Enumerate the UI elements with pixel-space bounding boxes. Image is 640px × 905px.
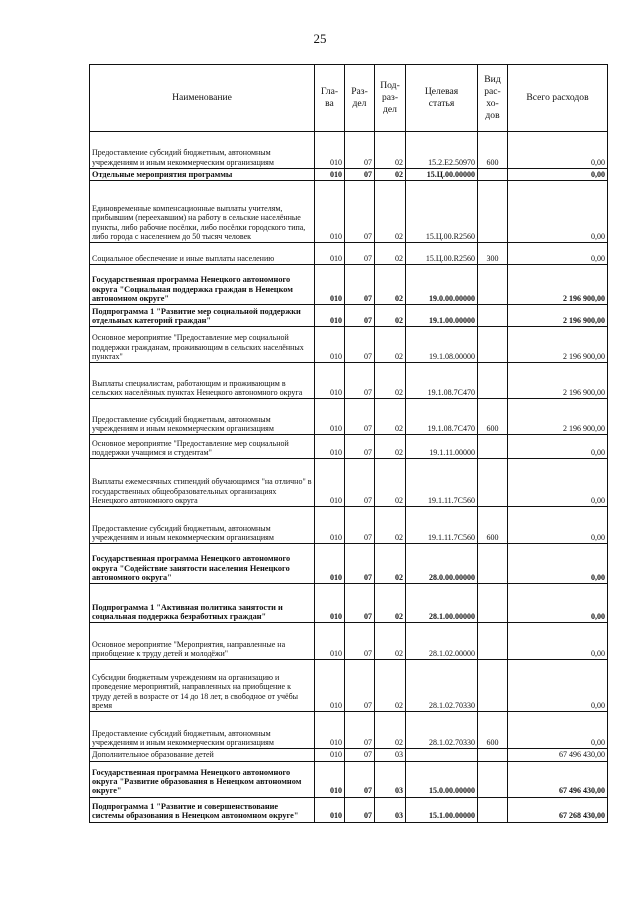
budget-table	[89, 64, 608, 823]
header-section: Раз- дел	[345, 65, 375, 132]
cell-name: Государственная программа Ненецкого автономного округа "Социальная поддержка граждан в Ненецком автономном округе"	[90, 265, 315, 305]
cell-chapter: 010	[315, 363, 345, 399]
cell-name: Подпрограмма 1 "Развитие и совершенствование системы образования в Ненецком автономном округе"	[90, 797, 315, 822]
cell-name: Отдельные мероприятия программы	[90, 169, 315, 181]
table-row	[90, 305, 608, 327]
cell-total: 0,00	[508, 623, 608, 660]
cell-expense-type: 600	[478, 132, 508, 169]
cell-subsection: 02	[375, 327, 406, 363]
cell-total: 0,00	[508, 584, 608, 623]
cell-section: 07	[345, 749, 375, 761]
cell-name: Государственная программа Ненецкого автономного округа "Содействие занятости населения Ненецкого автономного округа"	[90, 544, 315, 584]
cell-expense-type	[478, 265, 508, 305]
cell-chapter: 010	[315, 305, 345, 327]
table-row	[90, 761, 608, 797]
cell-subsection: 02	[375, 544, 406, 584]
cell-name: Субсидии бюджетным учреждениям на организацию и проведение мероприятий, направленных на приобщение к труду детей в возрасте от 14 до 18 лет, в свободное от учёбы время	[90, 660, 315, 712]
cell-total: 0,00	[508, 507, 608, 544]
cell-name: Дополнительное образование детей	[90, 749, 315, 761]
cell-name: Основное мероприятие "Мероприятия, направленные на приобщение к труду детей и молодёжи"	[90, 623, 315, 660]
cell-subsection: 03	[375, 761, 406, 797]
header-expense-type: Вид рас- хо- дов	[478, 65, 508, 132]
cell-subsection: 02	[375, 712, 406, 749]
cell-name: Государственная программа Ненецкого автономного округа "Развитие образования в Ненецком автономном округе"	[90, 761, 315, 797]
cell-chapter: 010	[315, 459, 345, 507]
cell-expense-type: 600	[478, 507, 508, 544]
page-number: 25	[313, 31, 327, 46]
cell-section: 07	[345, 181, 375, 243]
header-name: Наименование	[90, 65, 315, 132]
cell-target: 28.1.02.70330	[406, 660, 478, 712]
cell-total: 0,00	[508, 169, 608, 181]
cell-total: 0,00	[508, 132, 608, 169]
cell-target: 15.Ц.00.R2560	[406, 243, 478, 265]
table-row	[90, 712, 608, 749]
cell-expense-type	[478, 327, 508, 363]
cell-total: 0,00	[508, 243, 608, 265]
cell-chapter: 010	[315, 181, 345, 243]
cell-subsection: 02	[375, 243, 406, 265]
cell-subsection: 02	[375, 169, 406, 181]
cell-chapter: 010	[315, 623, 345, 660]
table-body	[90, 132, 608, 823]
cell-total: 0,00	[508, 712, 608, 749]
cell-name: Выплаты специалистам, работающим и проживающим в сельских населённых пунктах Ненецкого автономного округа	[90, 363, 315, 399]
cell-target: 28.1.00.00000	[406, 584, 478, 623]
table-row	[90, 459, 608, 507]
table-row	[90, 181, 608, 243]
cell-subsection: 02	[375, 435, 406, 459]
table-row	[90, 399, 608, 435]
cell-target: 15.0.00.00000	[406, 761, 478, 797]
cell-subsection: 03	[375, 749, 406, 761]
cell-target: 19.1.11.7С560	[406, 459, 478, 507]
cell-total: 0,00	[508, 544, 608, 584]
cell-expense-type	[478, 363, 508, 399]
cell-name: Подпрограмма 1 "Развитие мер социальной поддержки отдельных категорий граждан"	[90, 305, 315, 327]
cell-section: 07	[345, 584, 375, 623]
cell-target: 28.1.02.70330	[406, 712, 478, 749]
cell-section: 07	[345, 327, 375, 363]
cell-subsection: 02	[375, 459, 406, 507]
cell-subsection: 02	[375, 132, 406, 169]
table-row	[90, 265, 608, 305]
cell-section: 07	[345, 363, 375, 399]
cell-section: 07	[345, 243, 375, 265]
cell-chapter: 010	[315, 544, 345, 584]
cell-chapter: 010	[315, 243, 345, 265]
cell-expense-type	[478, 660, 508, 712]
cell-section: 07	[345, 459, 375, 507]
table-row	[90, 243, 608, 265]
cell-name: Предоставление субсидий бюджетным, автономным учреждениям и иным некоммерческим организациям	[90, 399, 315, 435]
cell-expense-type: 600	[478, 712, 508, 749]
cell-expense-type: 300	[478, 243, 508, 265]
cell-section: 07	[345, 169, 375, 181]
cell-name: Предоставление субсидий бюджетным, автономным учреждениям и иным некоммерческим организациям	[90, 507, 315, 544]
cell-chapter: 010	[315, 399, 345, 435]
cell-target: 15.Ц.00.00000	[406, 169, 478, 181]
cell-chapter: 010	[315, 749, 345, 761]
cell-name: Подпрограмма 1 "Активная политика занятости и социальная поддержка безработных граждан"	[90, 584, 315, 623]
cell-total: 67 496 430,00	[508, 761, 608, 797]
cell-name: Основное мероприятие "Предоставление мер социальной поддержки гражданам, проживающим в сельских населённых пунктах"	[90, 327, 315, 363]
cell-total: 0,00	[508, 660, 608, 712]
table-row	[90, 327, 608, 363]
cell-chapter: 010	[315, 507, 345, 544]
cell-subsection: 02	[375, 265, 406, 305]
table-header-row	[90, 65, 608, 132]
header-chapter: Гла- ва	[315, 65, 345, 132]
cell-expense-type	[478, 435, 508, 459]
cell-expense-type	[478, 459, 508, 507]
cell-expense-type	[478, 169, 508, 181]
cell-expense-type	[478, 749, 508, 761]
cell-name: Единовременные компенсационные выплаты учителям, прибывшим (переехавшим) на работу в сельские населённые пункты, либо рабочие посёлки, либо посёлки городского типа, либо города с населением до 50 тысяч человек	[90, 181, 315, 243]
cell-target: 15.Ц.00.R2560	[406, 181, 478, 243]
cell-section: 07	[345, 712, 375, 749]
cell-target: 19.1.11.00000	[406, 435, 478, 459]
cell-subsection: 02	[375, 305, 406, 327]
cell-chapter: 010	[315, 169, 345, 181]
cell-section: 07	[345, 797, 375, 822]
cell-target: 15.1.00.00000	[406, 797, 478, 822]
cell-expense-type	[478, 623, 508, 660]
cell-total: 0,00	[508, 435, 608, 459]
header-subsection: Под- раз- дел	[375, 65, 406, 132]
cell-total: 0,00	[508, 181, 608, 243]
cell-expense-type: 600	[478, 399, 508, 435]
cell-target: 19.1.08.7С470	[406, 399, 478, 435]
table-row	[90, 584, 608, 623]
cell-target: 19.0.00.00000	[406, 265, 478, 305]
cell-chapter: 010	[315, 132, 345, 169]
cell-target: 28.0.00.00000	[406, 544, 478, 584]
cell-chapter: 010	[315, 712, 345, 749]
cell-target	[406, 749, 478, 761]
cell-section: 07	[345, 132, 375, 169]
cell-chapter: 010	[315, 265, 345, 305]
cell-chapter: 010	[315, 797, 345, 822]
cell-total: 67 496 430,00	[508, 749, 608, 761]
table-row	[90, 169, 608, 181]
table-row	[90, 544, 608, 584]
cell-expense-type	[478, 797, 508, 822]
header-target: Целевая статья	[406, 65, 478, 132]
cell-subsection: 02	[375, 363, 406, 399]
cell-expense-type	[478, 761, 508, 797]
cell-chapter: 010	[315, 327, 345, 363]
header-total: Всего расходов	[508, 65, 608, 132]
cell-subsection: 02	[375, 584, 406, 623]
table-row	[90, 132, 608, 169]
cell-chapter: 010	[315, 761, 345, 797]
cell-target: 15.2.Е2.50970	[406, 132, 478, 169]
cell-total: 67 268 430,00	[508, 797, 608, 822]
cell-subsection: 03	[375, 797, 406, 822]
cell-expense-type	[478, 181, 508, 243]
cell-subsection: 02	[375, 623, 406, 660]
table-row	[90, 435, 608, 459]
cell-expense-type	[478, 544, 508, 584]
cell-chapter: 010	[315, 660, 345, 712]
cell-expense-type	[478, 584, 508, 623]
cell-target: 19.1.08.7С470	[406, 363, 478, 399]
cell-subsection: 02	[375, 660, 406, 712]
cell-chapter: 010	[315, 435, 345, 459]
cell-section: 07	[345, 265, 375, 305]
cell-expense-type	[478, 305, 508, 327]
cell-total: 2 196 900,00	[508, 327, 608, 363]
table-row	[90, 363, 608, 399]
cell-subsection: 02	[375, 181, 406, 243]
cell-name: Предоставление субсидий бюджетным, автономным учреждениям и иным некоммерческим организациям	[90, 712, 315, 749]
cell-name: Выплаты ежемесячных стипендий обучающимся "на отлично" в государственных общеобразовательных организациях Ненецкого автономного округа	[90, 459, 315, 507]
cell-subsection: 02	[375, 399, 406, 435]
cell-target: 19.1.00.00000	[406, 305, 478, 327]
cell-section: 07	[345, 399, 375, 435]
cell-section: 07	[345, 435, 375, 459]
cell-total: 2 196 900,00	[508, 363, 608, 399]
cell-name: Основное мероприятие "Предоставление мер социальной поддержки учащимся и студентам"	[90, 435, 315, 459]
cell-name: Предоставление субсидий бюджетным, автономным учреждениям и иным некоммерческим организациям	[90, 132, 315, 169]
cell-total: 2 196 900,00	[508, 265, 608, 305]
cell-section: 07	[345, 660, 375, 712]
cell-total: 0,00	[508, 459, 608, 507]
cell-name: Социальное обеспечение и иные выплаты населению	[90, 243, 315, 265]
cell-section: 07	[345, 761, 375, 797]
cell-chapter: 010	[315, 584, 345, 623]
table-row	[90, 749, 608, 761]
cell-total: 2 196 900,00	[508, 399, 608, 435]
cell-section: 07	[345, 305, 375, 327]
cell-section: 07	[345, 623, 375, 660]
cell-target: 28.1.02.00000	[406, 623, 478, 660]
table-row	[90, 797, 608, 822]
cell-target: 19.1.11.7С560	[406, 507, 478, 544]
table-row	[90, 623, 608, 660]
cell-target: 19.1.08.00000	[406, 327, 478, 363]
table-row	[90, 507, 608, 544]
cell-section: 07	[345, 507, 375, 544]
cell-total: 2 196 900,00	[508, 305, 608, 327]
cell-section: 07	[345, 544, 375, 584]
table-row	[90, 660, 608, 712]
cell-subsection: 02	[375, 507, 406, 544]
